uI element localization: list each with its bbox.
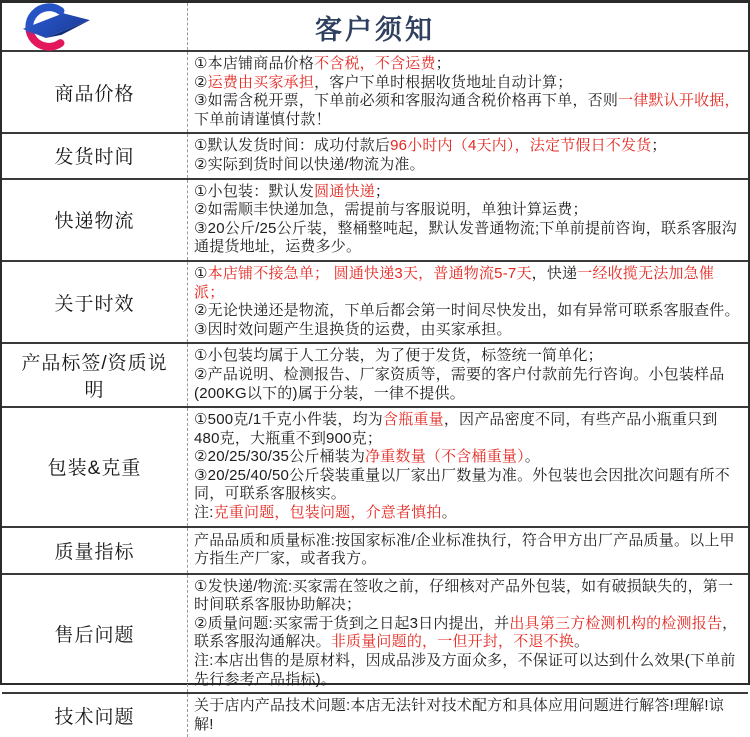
notice-text: ①小包装：默认发	[194, 182, 315, 200]
notice-text: 关于店内产品技术问题:本店无法针对技术配方和具体应用问题进行解答!理解!谅解!	[194, 697, 724, 733]
table-row	[2, 526, 748, 573]
notice-text: ；	[651, 137, 667, 155]
notice-text: ①小包装均属于人工分装，为了便于发货，标签统一简单化；	[194, 347, 603, 365]
table-row	[2, 178, 748, 260]
row-content	[187, 575, 748, 693]
row-label: 商品价格	[54, 83, 135, 105]
notice-text: 注:	[194, 504, 214, 522]
table-row	[2, 573, 748, 693]
row-label: 售后问题	[54, 624, 135, 646]
row-label: 关于时效	[54, 293, 135, 315]
notice-text-red: 96小时内（4天内），法定节假日不发货	[390, 137, 652, 155]
table-row	[2, 692, 748, 737]
notice-text: ②20/25/30/35公斤桶装为	[194, 448, 366, 466]
notice-text: ，联系客服沟通解决。	[194, 614, 738, 651]
notice-text: ②质量问题:买家需于货到之日起3日内提出，并	[194, 614, 510, 632]
table-row	[2, 260, 748, 342]
notice-text-red: 净重数量（不含桶重量）	[365, 448, 525, 466]
notice-text: ，客户下单时根据收货地址自动计算；	[314, 73, 573, 91]
notice-text-red: 克重问题，包装问题，介意者慎拍	[213, 504, 442, 522]
row-content	[187, 408, 748, 526]
notice-text: ②无论快递还是物流，下单后都会第一时间尽快发出，如有异常可联系客服查件。	[194, 302, 740, 320]
notice-text: ，快递	[531, 264, 578, 282]
notice-line	[194, 697, 740, 734]
row-label: 快递物流	[54, 211, 135, 233]
notice-text: ③如需含税开票，下单前必须和客服沟通含税价格再下单，否则	[194, 92, 619, 110]
notice-text-red: 运费由买家承担	[207, 73, 315, 91]
notice-text: ①默认发货时间：成功付款后	[194, 137, 391, 155]
table-row	[2, 132, 748, 177]
notice-line	[194, 156, 740, 175]
notice-text-red: 圆通快递	[314, 182, 375, 200]
notice-text-red: 一律默认开收据，	[618, 92, 740, 110]
notice-text: ②	[194, 73, 208, 91]
notice-text: ①500克/1千克小件装，均为	[194, 411, 383, 429]
notice-text: 。	[574, 633, 590, 651]
notice-line	[194, 265, 740, 302]
row-label: 质量指标	[54, 541, 135, 563]
notice-line	[194, 220, 740, 257]
notice-line	[194, 578, 740, 615]
notice-line	[194, 411, 740, 448]
row-label: 包装&克重	[47, 458, 142, 480]
notice-line	[194, 137, 740, 156]
notice-text-red: 含瓶重量	[383, 411, 444, 429]
table-header	[2, 3, 748, 50]
notice-text-red: 非质量问题的，一但开封，不退不换	[330, 633, 575, 651]
row-label: 发货时间	[54, 147, 135, 169]
notice-text-red: 不含税，不含运费	[314, 55, 436, 72]
table-row	[2, 406, 748, 526]
row-content	[187, 262, 748, 342]
notice-line	[194, 504, 740, 523]
notice-text: 。	[441, 504, 457, 522]
notice-text: ①本店铺商品价格	[194, 55, 315, 72]
notice-line	[194, 532, 740, 569]
notice-text-red: 出具第三方检测机构的检测报告	[509, 614, 723, 632]
row-content	[187, 180, 748, 260]
notice-line	[194, 652, 740, 689]
notice-line	[194, 55, 740, 74]
notice-line	[194, 321, 740, 340]
notice-line	[194, 467, 740, 504]
row-content	[187, 344, 748, 406]
row-content	[187, 134, 748, 177]
notice-rows	[2, 50, 748, 737]
row-content	[187, 52, 748, 132]
row-label: 技术问题	[54, 707, 135, 729]
table-row	[2, 50, 748, 132]
notice-text: ①发快递/物流:买家需在签收之前，仔细核对产品外包装，如有破损缺失的，第一时间联系客服协助解决；	[194, 577, 734, 614]
notice-line	[194, 302, 740, 321]
row-content	[187, 528, 748, 573]
notice-text: 下单前请谨慎付款！	[194, 110, 331, 128]
notice-text: ，因产品密度不同，有些产品小瓶重只到480克，大瓶重不到900克；	[194, 411, 718, 447]
notice-text-red: 本店铺不接急单； 圆通快递3天，普通物流5-7天	[207, 264, 532, 282]
notice-text: 。	[524, 448, 540, 466]
notice-text: ①	[194, 264, 208, 282]
notice-text: ③因时效问题产生退换货的运费，由买家承担。	[194, 320, 512, 338]
notice-line	[194, 448, 740, 467]
notice-line	[194, 615, 740, 652]
row-content	[187, 694, 748, 737]
notice-text: 注:本店出售的是原材料，因成品涉及方面众多，不保证可以达到什么效果(下单前先行参考产品指标)。	[194, 652, 736, 688]
notice-text: ②实际到货时间以快递/物流为准。	[194, 155, 425, 173]
notice-line	[194, 92, 740, 129]
notice-line	[194, 183, 740, 202]
notice-line	[194, 366, 740, 403]
notice-text-red: 一经收揽无法加急催派；	[194, 264, 715, 301]
row-label: 产品标签/资质说明	[21, 353, 168, 402]
notice-text: 产品品质和质量标准:按国家标准/企业标准执行，符合甲方出厂产品质量。以上甲方指生产厂家，或者我方。	[194, 531, 735, 568]
page-title: 客户须知	[315, 15, 435, 45]
table-row	[2, 342, 748, 406]
notice-text: ；	[374, 182, 391, 200]
notice-text: ；	[435, 55, 451, 72]
notice-text: ②如需顺丰快递加急，需提前与客服说明，单独计算运费；	[194, 201, 588, 219]
notice-line	[194, 201, 740, 220]
notice-text: ②产品说明、检测报告、厂家资质等，需要的客户付款前先行咨询。小包装样品(200KG以下的)属于分装，一律不提供。	[194, 365, 725, 402]
notice-line	[194, 74, 740, 93]
notice-text: ③20/25/40/50公斤袋装重量以厂家出厂数量为准。外包装也会因批次问题有所不同，可联系客服核实。	[194, 466, 730, 503]
notice-line	[194, 347, 740, 366]
notice-text: ③20公斤/25公斤装，整桶整吨起，默认发普通物流;下单前提前咨询，联系客服沟通提货地址，运费多少。	[194, 219, 737, 256]
